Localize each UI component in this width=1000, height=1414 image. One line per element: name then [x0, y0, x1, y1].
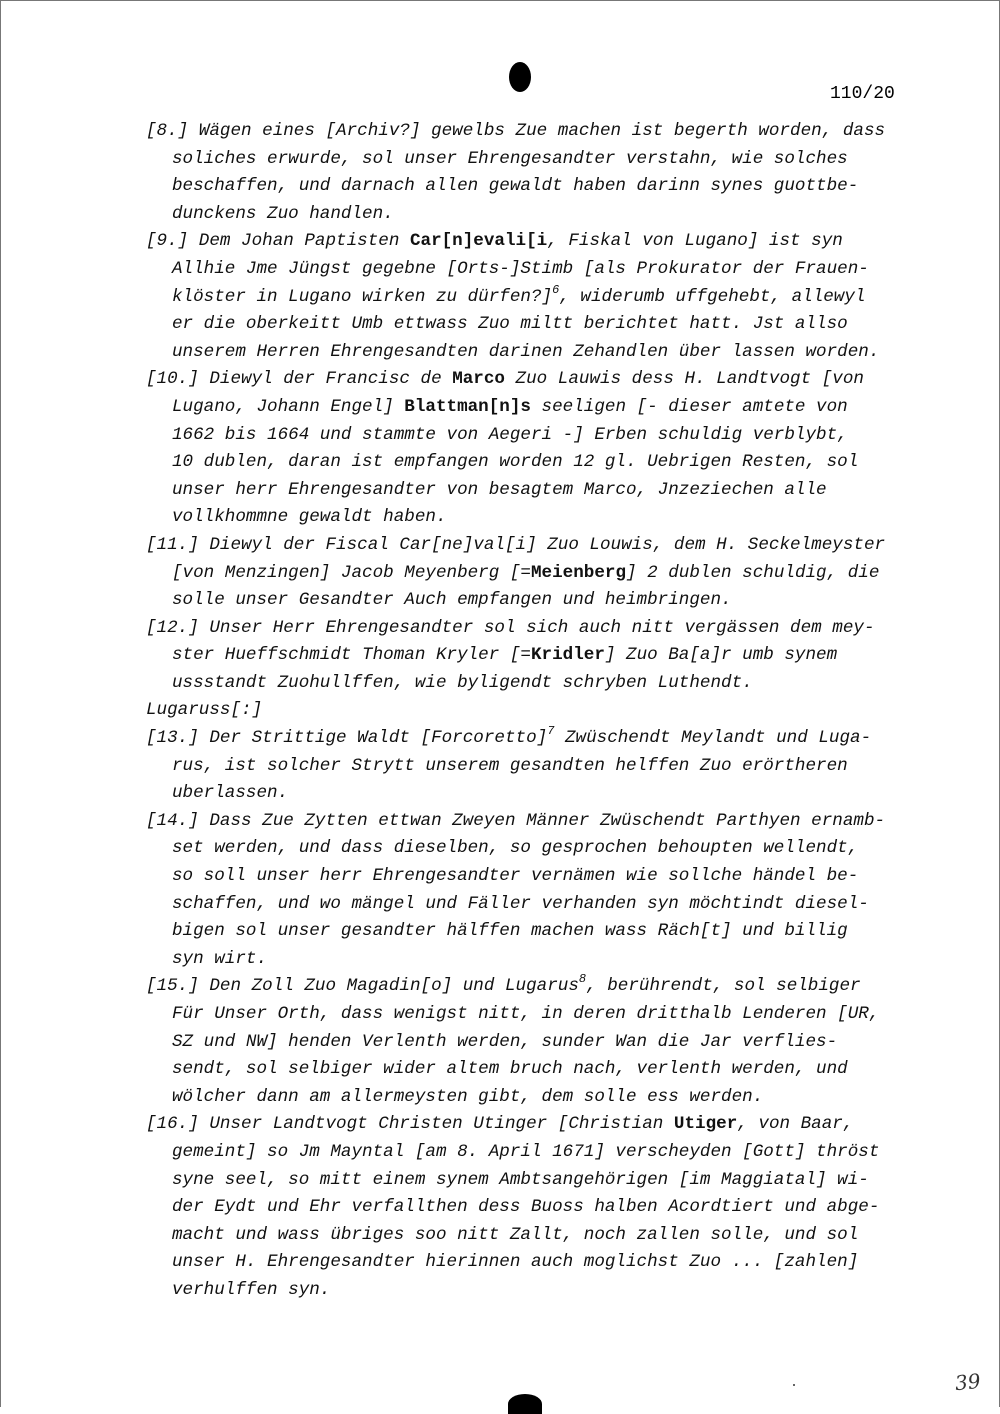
paragraph-start-line — [146, 697, 946, 725]
text-segment: Zwüschendt Meylandt und Luga- — [554, 728, 872, 749]
text-line — [146, 1249, 946, 1277]
bold-name: Kridler — [530, 645, 605, 666]
footnote-marker: 6 — [552, 282, 560, 297]
paragraph-start-line — [146, 808, 946, 836]
text-segment: set werden, und dass dieselben, so gesprochen behoupten wellendt, — [172, 838, 859, 859]
text-segment: [16.] Unser Landtvogt Christen Utinger [Christian — [146, 1114, 674, 1135]
text-line — [146, 1167, 946, 1195]
text-line — [146, 311, 946, 339]
text-segment: ] 2 dublen schuldig, die — [626, 562, 880, 583]
text-line — [146, 394, 946, 422]
text-line — [146, 449, 946, 477]
text-segment: 1662 bis 1664 und stammte von Aegeri -] Erben schuldig verblybt, — [172, 424, 848, 445]
text-segment: gemeint] so Jm Mayntal [am 8. April 1671] verscheyden [Gott] thröst — [172, 1141, 880, 1162]
text-segment: [13.] Der Strittige Waldt [Forcoretto] — [146, 728, 548, 749]
text-line — [146, 918, 946, 946]
text-segment: macht und wass übriges soo nitt Zallt, noch zallen solle, und sol — [172, 1224, 859, 1245]
paragraph-start-line — [146, 615, 946, 643]
text-segment: SZ und NW] henden Verlenth werden, sunder Wan die Jar verflies- — [172, 1031, 838, 1052]
text-line — [146, 891, 946, 919]
text-line — [146, 1056, 946, 1084]
text-segment: vollkhommne gewaldt haben. — [172, 507, 447, 528]
text-line — [146, 1084, 946, 1112]
text-line — [146, 780, 946, 808]
text-segment: Lugano, Johann Engel] — [172, 396, 405, 417]
text-segment: ussstandt Zuohullffen, wie byligendt schryben Luthendt. — [172, 672, 753, 693]
paragraph-start-line — [146, 1111, 946, 1139]
text-line — [146, 477, 946, 505]
text-segment: , widerumb uffgehebt, allewyl — [559, 286, 866, 307]
text-line — [146, 753, 946, 781]
text-segment: ] Zuo Ba[a]r umb synem — [604, 645, 838, 666]
text-line — [146, 560, 946, 588]
text-segment: beschaffen, und darnach allen gewaldt haben darinn synes guottbe- — [172, 176, 859, 197]
text-segment: er die oberkeitt Umb ettwass Zuo miltt berichtet hatt. Jst allso — [172, 314, 848, 335]
text-segment: Allhie Jme Jüngst gegebne [Orts-]Stimb [als Prokurator der Frauen- — [172, 258, 869, 279]
footnote-marker: 8 — [578, 972, 587, 987]
text-line — [146, 422, 946, 450]
text-segment: uberlassen. — [172, 783, 289, 804]
text-line — [146, 1001, 946, 1029]
text-line — [146, 670, 946, 698]
text-segment: syn wirt. — [172, 948, 268, 969]
footnote-marker: 7 — [547, 724, 555, 739]
text-segment: ster Hueffschmidt Thoman Kryler [= — [172, 645, 531, 666]
text-line — [146, 201, 946, 229]
text-segment: sendt, sol selbiger wider altem bruch nach, verlenth werden, und — [172, 1059, 848, 1080]
text-segment: [14.] Dass Zue Zytten ettwan Zweyen Männer Zwüschendt Parthyen ernamb- — [146, 810, 886, 831]
text-line — [146, 835, 946, 863]
text-line — [146, 1194, 946, 1222]
text-segment: [9.] Dem Johan Paptisten — [146, 231, 410, 252]
text-segment: wölcher dann am allermeysten gibt, dem solle ess werden. — [172, 1086, 764, 1107]
text-segment: Für Unser Orth, dass wenigst nitt, in deren dritthalb Lenderen [UR, — [172, 1004, 880, 1024]
text-segment: Zuo Lauwis dess H. Landtvogt [von — [504, 369, 864, 390]
scan-speck — [793, 1384, 795, 1386]
text-segment: [12.] Unser Herr Ehrengesandter sol sich auch nitt vergässen dem mey- — [146, 617, 875, 638]
text-segment: unser H. Ehrengesandter hierinnen auch moglichst Zuo ... [zahlen] — [172, 1252, 859, 1273]
text-segment: so soll unser herr Ehrengesandter vernämen wie sollche händel be- — [172, 866, 859, 887]
text-segment: unser herr Ehrengesandter von besagtem Marco, Jnzeziechen alle — [172, 479, 827, 500]
text-segment: klöster in Lugano wirken zu dürfen?] — [172, 286, 553, 307]
text-line — [146, 256, 946, 284]
text-segment: verhulffen syn. — [172, 1279, 331, 1300]
text-segment: schaffen, und wo mängel und Fäller verhanden syn möchtindt diesel- — [172, 893, 869, 914]
text-line — [146, 946, 946, 974]
text-segment: seeligen [- dieser amtete von — [530, 396, 848, 417]
paragraph-start-line — [146, 228, 946, 256]
text-segment: soliches erwurde, sol unser Ehrengesandter verstahn, wie solches — [172, 148, 848, 169]
text-segment: [10.] Diewyl der Francisc de — [146, 369, 453, 390]
text-line — [146, 863, 946, 891]
text-segment: , Fiskal von Lugano] ist syn — [547, 231, 843, 252]
text-line — [146, 504, 946, 532]
text-line — [146, 642, 946, 670]
paragraph-start-line — [146, 973, 946, 1001]
paragraph-start-line — [146, 366, 946, 394]
text-line — [146, 339, 946, 367]
text-segment: bigen sol unser gesandter hälffen machen wass Räch[t] und billig — [172, 921, 848, 942]
text-segment: [8.] Wägen eines [Archiv?] gewelbs Zue machen ist begerth worden, dass — [146, 121, 886, 141]
text-line — [146, 1029, 946, 1057]
text-line — [146, 173, 946, 201]
text-segment: unserem Herren Ehrengesandten darinen Zehandlen über lassen worden. — [172, 341, 880, 362]
text-line — [146, 1139, 946, 1167]
document-body — [146, 118, 946, 1305]
bold-name: Blattman[n]s — [404, 396, 531, 417]
text-segment: rus, ist solcher Strytt unserem gesandten helffen Zuo erörtheren — [172, 755, 848, 776]
bold-name: Marco — [452, 369, 505, 390]
text-segment: Lugaruss[:] — [146, 700, 263, 721]
text-segment: , von Baar, — [737, 1114, 854, 1135]
paragraph-start-line — [146, 532, 946, 560]
text-line — [146, 146, 946, 174]
text-segment: , berührendt, sol selbiger — [586, 976, 861, 997]
text-line — [146, 1222, 946, 1250]
text-segment: [15.] Den Zoll Zuo Magadin[o] und Lugarus — [146, 976, 579, 997]
text-segment: [von Menzingen] Jacob Meyenberg [= — [172, 562, 531, 583]
text-line — [146, 284, 946, 312]
punch-hole-mark — [509, 62, 531, 92]
text-segment: syne seel, so mitt einem synem Ambtsangehörigen [im Maggiatal] wi- — [172, 1169, 869, 1190]
bold-name: Meienberg — [530, 562, 627, 583]
text-segment: dunckens Zuo handlen. — [172, 203, 394, 224]
page-number: 110/20 — [830, 84, 895, 104]
bold-name: Car[n]evali[i — [409, 231, 548, 252]
text-segment: [11.] Diewyl der Fiscal Car[ne]val[i] Zuo Louwis, dem H. Seckelmeyster — [146, 534, 886, 555]
paragraph-start-line — [146, 725, 946, 753]
punch-hole-mark-bottom — [508, 1394, 542, 1414]
text-line — [146, 587, 946, 615]
text-segment: solle unser Gesandter Auch empfangen und heimbringen. — [172, 590, 732, 611]
paragraph-start-line — [146, 118, 946, 146]
text-line — [146, 1277, 946, 1305]
handwritten-folio-number: 39 — [953, 1368, 982, 1396]
bold-name: Utiger — [673, 1114, 738, 1135]
text-segment: der Eydt und Ehr verfallthen dess Buoss halben Acordtiert und abge- — [172, 1197, 880, 1218]
text-segment: 10 dublen, daran ist empfangen worden 12 gl. Uebrigen Resten, sol — [172, 452, 859, 473]
